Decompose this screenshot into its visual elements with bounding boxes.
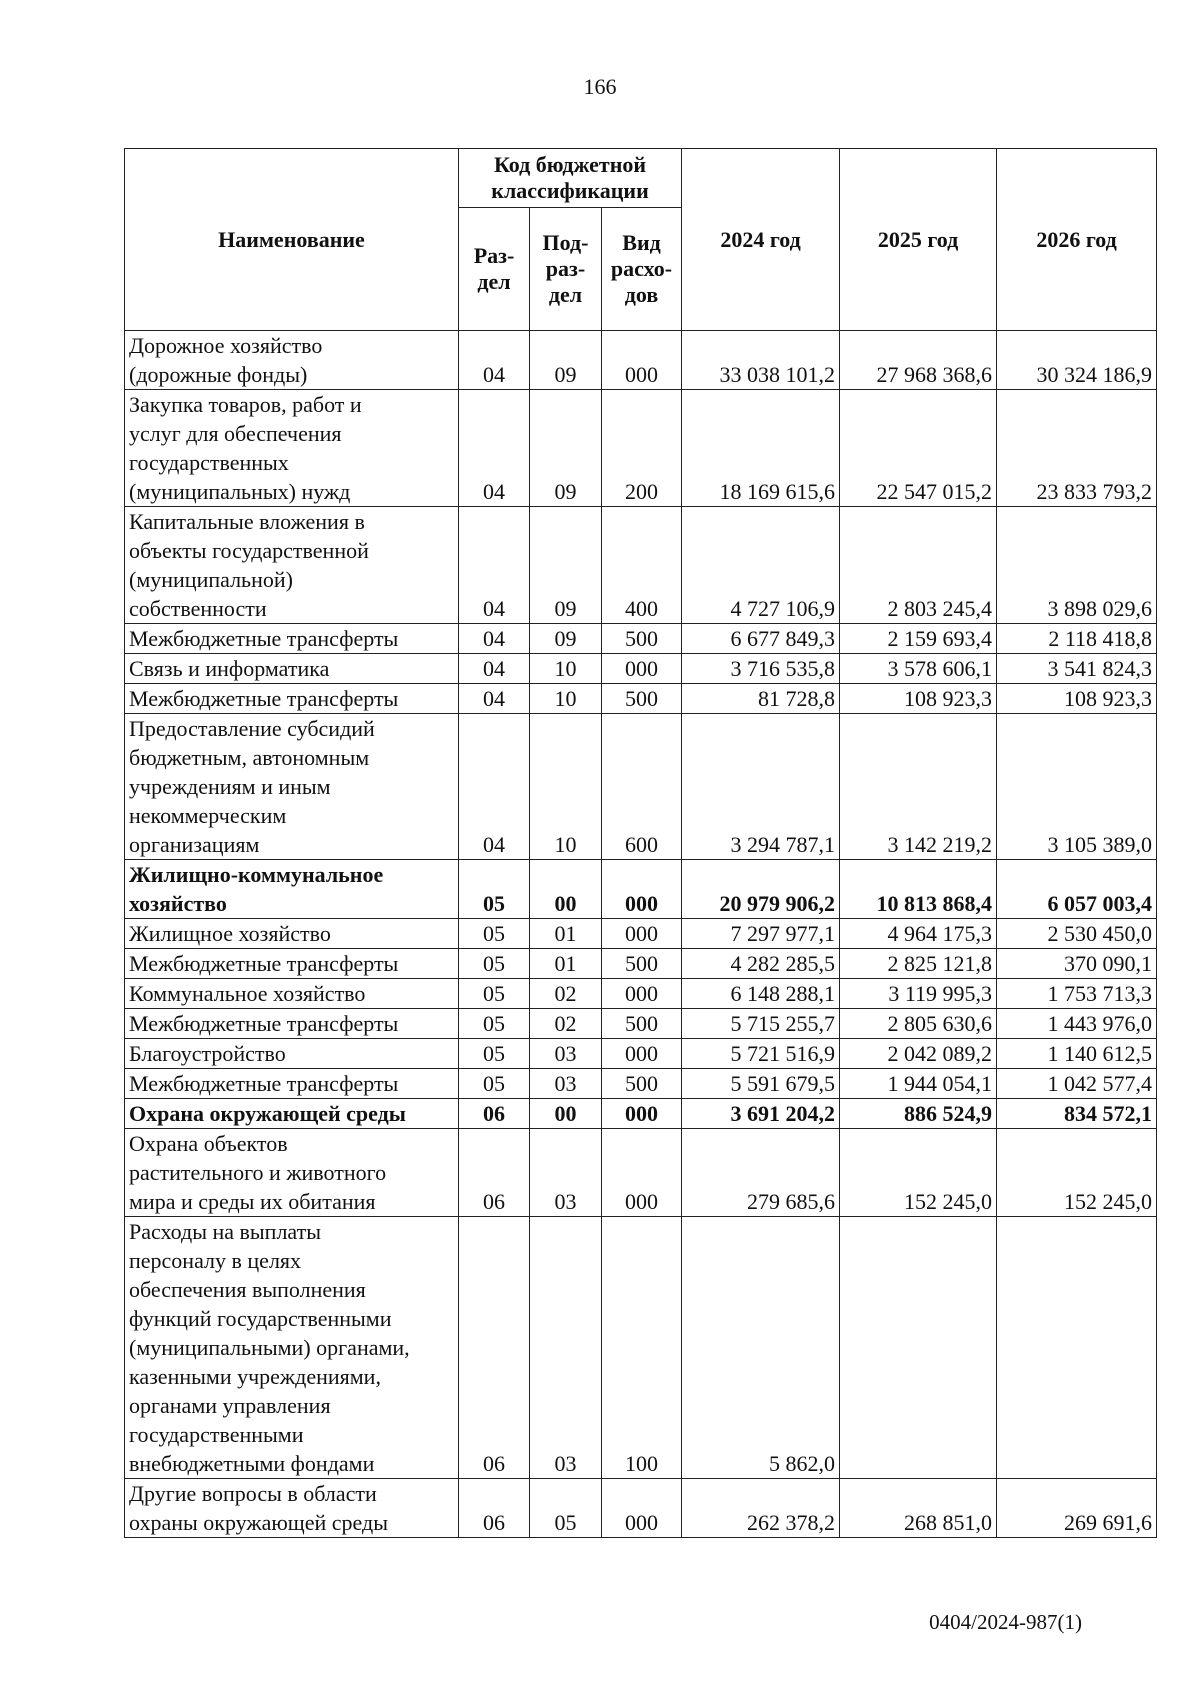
row-expense-type-code: 500 [602,624,682,654]
row-amount-2024: 7 297 977,1 [682,919,840,949]
row-amount-2024: 3 716 535,8 [682,654,840,684]
row-subsection-code: 01 [530,949,602,979]
row-subsection-code: 00 [530,1099,602,1129]
row-subsection-code: 05 [530,1479,602,1538]
row-expense-type-code: 000 [602,1129,682,1217]
row-amount-2026: 834 572,1 [997,1099,1157,1129]
table-row [125,624,1157,654]
table-body [125,331,1157,1538]
row-amount-2026: 3 898 029,6 [997,507,1157,624]
row-section-code: 05 [459,860,530,919]
row-amount-2026: 2 118 418,8 [997,624,1157,654]
row-subsection-code: 03 [530,1217,602,1479]
row-expense-type-code: 500 [602,1069,682,1099]
row-section-code: 04 [459,390,530,507]
row-amount-2025: 268 851,0 [840,1479,997,1538]
table-row [125,331,1157,390]
row-expense-type-code: 500 [602,949,682,979]
header-subsection: Под- раз- дел [530,208,602,331]
row-section-code: 04 [459,624,530,654]
row-amount-2025 [840,1217,997,1479]
table-row [125,949,1157,979]
row-amount-2026: 2 530 450,0 [997,919,1157,949]
row-amount-2026: 1 140 612,5 [997,1039,1157,1069]
row-name: Закупка товаров, работ и услуг для обеспечения государственных (муниципальных) нужд [125,390,459,507]
row-subsection-code: 10 [530,654,602,684]
row-amount-2025: 2 042 089,2 [840,1039,997,1069]
row-amount-2025: 2 825 121,8 [840,949,997,979]
row-section-code: 04 [459,654,530,684]
table-row [125,1039,1157,1069]
row-expense-type-code: 500 [602,684,682,714]
row-amount-2025: 2 159 693,4 [840,624,997,654]
row-expense-type-code: 000 [602,331,682,390]
row-name: Дорожное хозяйство (дорожные фонды) [125,331,459,390]
row-amount-2024: 81 728,8 [682,684,840,714]
row-amount-2025: 2 805 630,6 [840,1009,997,1039]
row-name: Другие вопросы в области охраны окружающей среды [125,1479,459,1538]
row-subsection-code: 01 [530,919,602,949]
row-amount-2024: 5 721 516,9 [682,1039,840,1069]
row-section-code: 04 [459,331,530,390]
row-amount-2024: 262 378,2 [682,1479,840,1538]
document-number: 0404/2024-987(1) [929,1610,1082,1634]
row-name: Межбюджетные трансферты [125,684,459,714]
table-row [125,1069,1157,1099]
row-section-code: 05 [459,979,530,1009]
row-subsection-code: 09 [530,390,602,507]
row-subsection-code: 03 [530,1039,602,1069]
table-header [125,149,1157,331]
row-expense-type-code: 000 [602,919,682,949]
table-row [125,390,1157,507]
row-amount-2024: 6 677 849,3 [682,624,840,654]
row-name: Межбюджетные трансферты [125,949,459,979]
row-amount-2024: 5 715 255,7 [682,1009,840,1039]
row-amount-2026: 1 753 713,3 [997,979,1157,1009]
row-amount-2024: 4 727 106,9 [682,507,840,624]
row-amount-2024: 279 685,6 [682,1129,840,1217]
table-row [125,1009,1157,1039]
row-amount-2024: 6 148 288,1 [682,979,840,1009]
row-section-code: 06 [459,1099,530,1129]
row-subsection-code: 10 [530,684,602,714]
row-name: Охрана окружающей среды [125,1099,459,1129]
row-amount-2025: 1 944 054,1 [840,1069,997,1099]
row-subsection-code: 02 [530,1009,602,1039]
row-amount-2024: 3 691 204,2 [682,1099,840,1129]
row-expense-type-code: 400 [602,507,682,624]
row-subsection-code: 10 [530,714,602,860]
row-amount-2025: 3 142 219,2 [840,714,997,860]
row-subsection-code: 02 [530,979,602,1009]
row-amount-2025: 3 119 995,3 [840,979,997,1009]
row-expense-type-code: 000 [602,1039,682,1069]
row-amount-2025: 27 968 368,6 [840,331,997,390]
row-amount-2026: 1 042 577,4 [997,1069,1157,1099]
row-amount-2025: 3 578 606,1 [840,654,997,684]
row-amount-2026: 30 324 186,9 [997,331,1157,390]
row-name: Капитальные вложения в объекты государственной (муниципальной) собственности [125,507,459,624]
row-amount-2024: 5 591 679,5 [682,1069,840,1099]
table-row [125,684,1157,714]
row-amount-2026: 3 541 824,3 [997,654,1157,684]
table-row [125,1479,1157,1538]
row-amount-2025: 22 547 015,2 [840,390,997,507]
row-amount-2024: 20 979 906,2 [682,860,840,919]
row-amount-2026: 1 443 976,0 [997,1009,1157,1039]
header-name: Наименование [125,149,459,331]
header-year-2026: 2026 год [997,149,1157,331]
row-expense-type-code: 000 [602,979,682,1009]
row-name: Жилищное хозяйство [125,919,459,949]
row-subsection-code: 03 [530,1129,602,1217]
row-amount-2024: 5 862,0 [682,1217,840,1479]
row-name: Межбюджетные трансферты [125,1009,459,1039]
row-expense-type-code: 000 [602,1479,682,1538]
row-expense-type-code: 000 [602,860,682,919]
table-row [125,860,1157,919]
row-name: Жилищно-коммунальное хозяйство [125,860,459,919]
table-row [125,654,1157,684]
row-amount-2024: 4 282 285,5 [682,949,840,979]
row-subsection-code: 09 [530,624,602,654]
row-expense-type-code: 500 [602,1009,682,1039]
row-section-code: 05 [459,919,530,949]
row-section-code: 04 [459,684,530,714]
row-subsection-code: 03 [530,1069,602,1099]
row-name: Предоставление субсидий бюджетным, автономным учреждениям и иным некоммерческим организациям [125,714,459,860]
header-section: Раз- дел [459,208,530,331]
row-section-code: 04 [459,507,530,624]
table-row [125,919,1157,949]
row-amount-2025: 152 245,0 [840,1129,997,1217]
table-row [125,979,1157,1009]
row-name: Межбюджетные трансферты [125,1069,459,1099]
table-row [125,714,1157,860]
row-expense-type-code: 600 [602,714,682,860]
row-expense-type-code: 000 [602,1099,682,1129]
budget-table [124,148,1157,1538]
row-amount-2025: 108 923,3 [840,684,997,714]
row-section-code: 05 [459,1009,530,1039]
row-subsection-code: 09 [530,507,602,624]
header-code-group: Код бюджетной классификации [459,149,682,208]
row-amount-2024: 33 038 101,2 [682,331,840,390]
row-section-code: 05 [459,949,530,979]
table-row [125,507,1157,624]
row-amount-2024: 3 294 787,1 [682,714,840,860]
row-subsection-code: 00 [530,860,602,919]
row-subsection-code: 09 [530,331,602,390]
row-name: Охрана объектов растительного и животного мира и среды их обитания [125,1129,459,1217]
header-year-2024: 2024 год [682,149,840,331]
row-section-code: 06 [459,1217,530,1479]
row-amount-2025: 2 803 245,4 [840,507,997,624]
header-year-2025: 2025 год [840,149,997,331]
row-name: Расходы на выплаты персоналу в целях обеспечения выполнения функций государственными (муниципальными) органами, казенными учреждениями, органами управления государственными внебюджетными фондами [125,1217,459,1479]
table-row [125,1217,1157,1479]
row-amount-2026: 269 691,6 [997,1479,1157,1538]
row-amount-2026 [997,1217,1157,1479]
row-section-code: 06 [459,1479,530,1538]
row-amount-2025: 886 524,9 [840,1099,997,1129]
row-expense-type-code: 200 [602,390,682,507]
row-name: Благоустройство [125,1039,459,1069]
row-section-code: 06 [459,1129,530,1217]
table-row [125,1099,1157,1129]
row-name: Межбюджетные трансферты [125,624,459,654]
row-amount-2026: 152 245,0 [997,1129,1157,1217]
row-section-code: 05 [459,1069,530,1099]
row-section-code: 04 [459,714,530,860]
row-expense-type-code: 000 [602,654,682,684]
row-amount-2025: 4 964 175,3 [840,919,997,949]
page-number: 166 [583,74,617,99]
row-section-code: 05 [459,1039,530,1069]
table-row [125,1129,1157,1217]
row-expense-type-code: 100 [602,1217,682,1479]
row-amount-2024: 18 169 615,6 [682,390,840,507]
row-amount-2026: 370 090,1 [997,949,1157,979]
row-amount-2026: 108 923,3 [997,684,1157,714]
header-expense-type: Вид расхо- дов [602,208,682,331]
row-amount-2026: 3 105 389,0 [997,714,1157,860]
row-amount-2025: 10 813 868,4 [840,860,997,919]
row-name: Связь и информатика [125,654,459,684]
row-name: Коммунальное хозяйство [125,979,459,1009]
row-amount-2026: 6 057 003,4 [997,860,1157,919]
row-amount-2026: 23 833 793,2 [997,390,1157,507]
